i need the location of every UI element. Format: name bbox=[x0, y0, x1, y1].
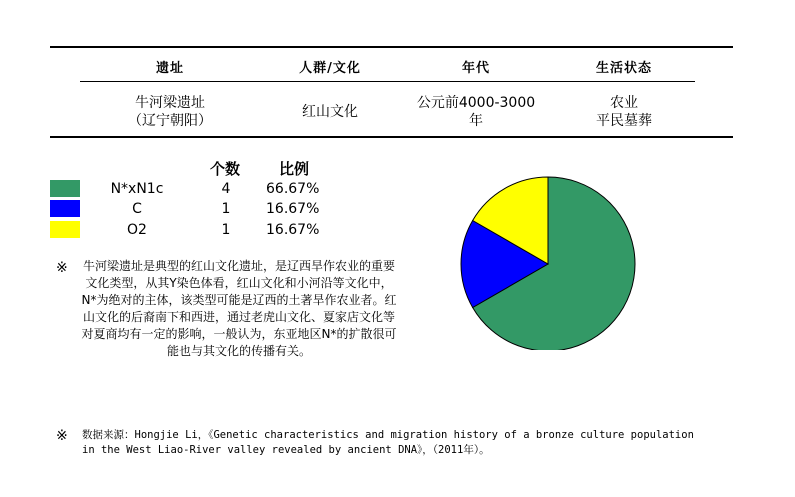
legend-swatch-0 bbox=[50, 180, 80, 197]
legend-swatch-2 bbox=[50, 221, 80, 238]
cell-date-line2: 年 bbox=[469, 113, 483, 129]
cell-life-line1: 农业 bbox=[610, 95, 638, 111]
source-text: 数据来源：Hongjie Li，《Genetic characteristics and migration history of a bronze culture population in the West Liao-River valley revealed by ancient DNA》，（2011年）。 bbox=[82, 429, 694, 456]
cell-culture: 红山文化 bbox=[302, 104, 358, 120]
cell-site bbox=[110, 94, 230, 130]
header-date: 年代 bbox=[461, 61, 490, 76]
cell-life-line2: 平民墓葬 bbox=[596, 113, 652, 129]
cell-date-line1: 公元前4000-3000 bbox=[416, 95, 536, 111]
cell-date bbox=[406, 94, 546, 130]
source-mark: ※ bbox=[56, 428, 68, 444]
table-top-rule bbox=[50, 46, 733, 48]
pie-chart bbox=[460, 170, 640, 350]
note-mark: ※ bbox=[56, 260, 68, 276]
legend-count-2: 1 bbox=[221, 222, 231, 238]
header-site: 遗址 bbox=[155, 61, 184, 76]
header-life: 生活状态 bbox=[595, 61, 652, 76]
legend-count-1: 1 bbox=[221, 201, 231, 217]
table-header-rule bbox=[80, 81, 695, 82]
legend-count-0: 4 bbox=[221, 181, 231, 197]
legend-name-0: N*xN1c bbox=[110, 181, 164, 197]
legend-name-1: C bbox=[132, 201, 142, 217]
cell-site-line1: 牛河梁遗址 bbox=[135, 95, 205, 111]
legend-percent-0: 66.67% bbox=[266, 181, 320, 197]
legend-percent-2: 16.67% bbox=[266, 222, 320, 238]
cell-site-line2: （辽宁朝阳） bbox=[128, 113, 212, 129]
legend-count-header: 个数 bbox=[210, 160, 241, 178]
legend-percent-1: 16.67% bbox=[266, 201, 320, 217]
note-text: 牛河梁遗址是典型的红山文化遗址，是辽西旱作农业的重要文化类型，从其Y染色体看，红山文化和小河沿等文化中，N*为绝对的主体，该类型可能是辽西的土著旱作农业者。红山文化的后裔南下和西进，通过老虎山文化、夏家店文化等对夏商均有一定的影响，一般认为，东亚地区N*的扩散很可能也与其文化的传播有关。 bbox=[81, 259, 397, 358]
table-bottom-rule bbox=[50, 136, 733, 138]
header-culture: 人群/文化 bbox=[299, 61, 361, 76]
legend-ratio-header: 比例 bbox=[279, 160, 310, 178]
cell-life bbox=[564, 94, 684, 130]
legend-swatch-1 bbox=[50, 200, 80, 217]
legend-name-2: O2 bbox=[127, 222, 147, 238]
